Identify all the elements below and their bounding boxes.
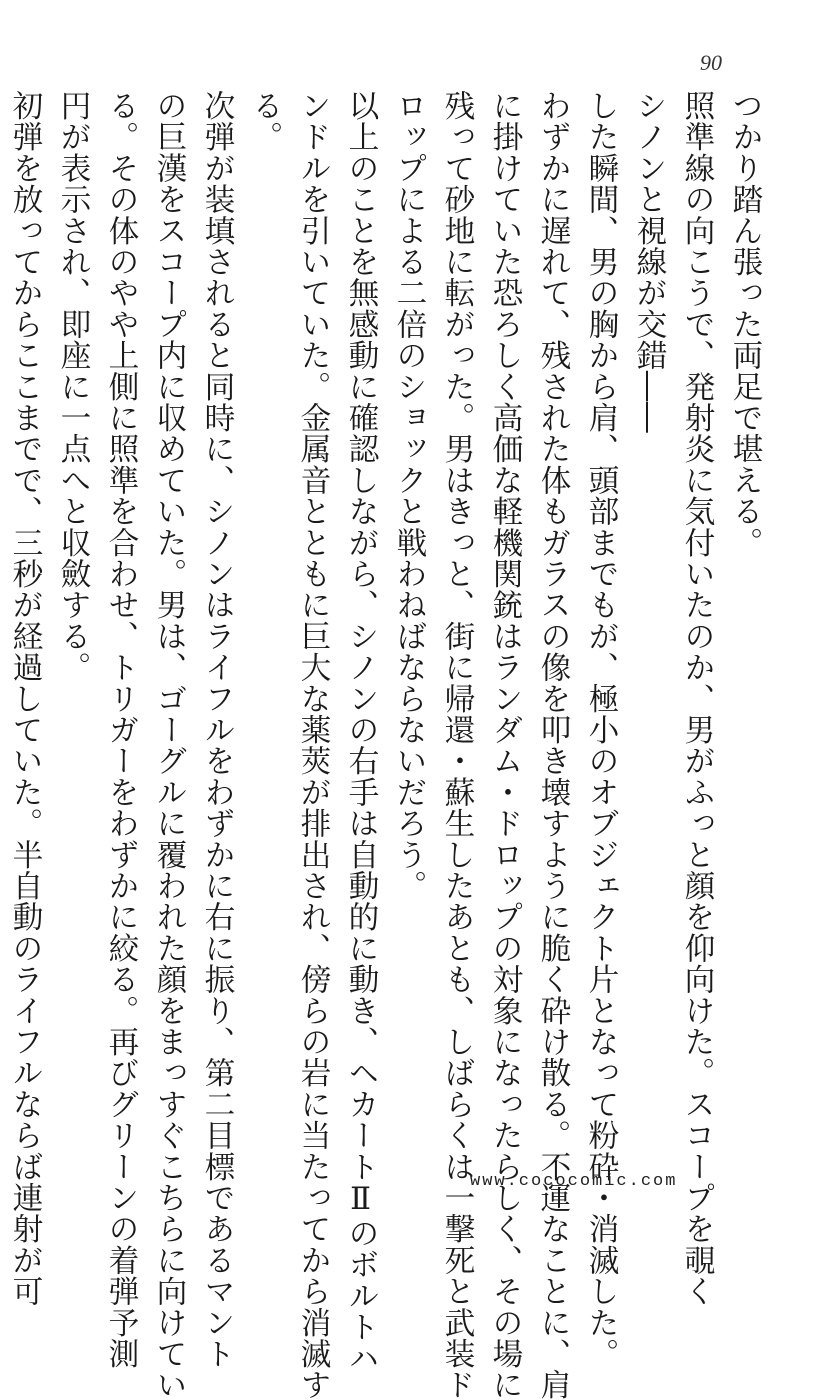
text-line: 初弾を放ってからここまでで、三秒が経過していた。半自動のライフルならば連射が可 bbox=[7, 90, 42, 1307]
text-line: る。その体のやや上側に照準を合わせ、トリガーをわずかに絞る。再びグリーンの着弾予測 bbox=[103, 90, 138, 1370]
text-line: 次弾が装填されると同時に、シノンはライフルをわずかに右に振り、第二目標であるマント bbox=[199, 90, 234, 1370]
text-line: ンドルを引いていた。金属音とともに巨大な薬莢が排出され、傍らの岩に当たってから消滅す bbox=[295, 90, 330, 1400]
text-line: わずかに遅れて、残された体もガラスの像を叩き壊すように脆く砕け散る。不運なことに、肩 bbox=[535, 90, 570, 1400]
watermark-url: www.cococomic.com bbox=[470, 1172, 678, 1191]
text-line: の巨漢をスコープ内に収めていた。男は、ゴーグルに覆われた顔をまっすぐこちらに向けてい bbox=[151, 90, 186, 1400]
page-number: 90 bbox=[700, 50, 722, 75]
text-line: る。 bbox=[247, 90, 282, 153]
text-line: 以上のことを無感動に確認しながら、シノンの右手は自動的に動き、ヘカートⅡのボルトハ bbox=[343, 90, 378, 1374]
text-line: ロップによる二倍のショックと戦わねばならないだろう。 bbox=[391, 90, 426, 902]
text-line: 残って砂地に転がった。男はきっと、街に帰還・蘇生したあとも、しばらくは一撃死と武装ド bbox=[439, 90, 474, 1400]
text-line: つかり踏ん張った両足で堪える。 bbox=[727, 90, 762, 558]
text-line: 円が表示され、即座に一点へと収斂する。 bbox=[55, 90, 90, 683]
text-line: した瞬間、男の胸から肩、頭部までもが、極小のオブジェクト片となって粉砕・消滅した。 bbox=[583, 90, 618, 1370]
text-line: 照準線の向こうで、発射炎に気付いたのか、男がふっと顔を仰向けた。スコープを覗く bbox=[679, 90, 714, 1307]
text-line: シノンと視線が交錯―― bbox=[631, 90, 666, 434]
text-line: に掛けていた恐ろしく高価な軽機関銃はランダム・ドロップの対象になったらしく、その場に bbox=[487, 90, 522, 1400]
